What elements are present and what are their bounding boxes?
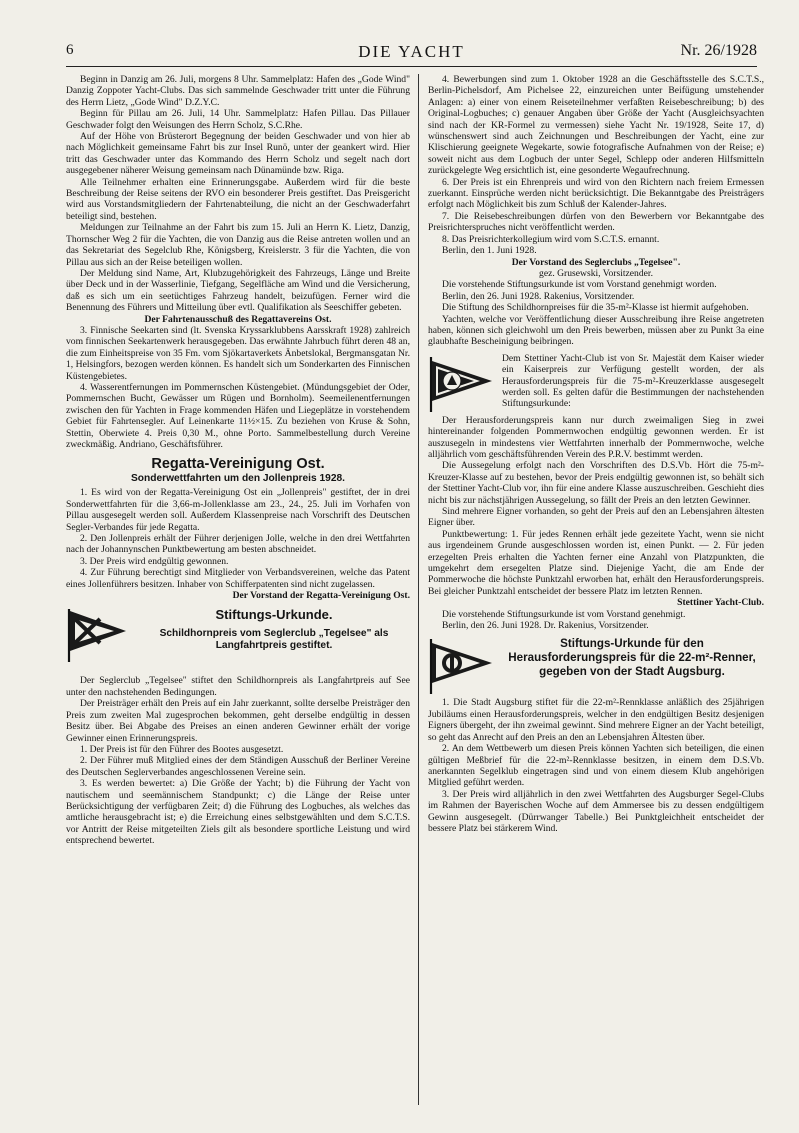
page-number: 6: [66, 42, 74, 58]
journal-title: DIE YACHT: [358, 42, 465, 61]
paragraph: 6. Der Preis ist ein Ehrenpreis und wird von den Richtern nach freiem Ermessen zuerkannt. Einsprüche werden nicht berücksichtigt. Die Bekanntgabe des Preisträgers erfolgt nach Möglichkeit bis zum Schluß der Kalender-Jahres.: [428, 176, 764, 211]
signature: Der Vorstand der Regatta-Vereinigung Ost.: [232, 590, 410, 602]
paragraph: Berlin, den 26. Juni 1928. Dr. Rakenius, Vorsitzender.: [442, 620, 649, 632]
paragraph: Der Seglerclub „Tegelsee" stiftet den Schildhornpreis als Langfahrtpreis auf See unter den nachstehenden Bedingungen.: [66, 675, 410, 698]
paragraph: Die vorstehende Stiftungsurkunde ist vom Vorstand genehmigt.: [442, 608, 686, 620]
paragraph: 3. Der Preis wird endgültig gewonnen.: [80, 555, 229, 567]
stiftungs-heading: [66, 607, 410, 675]
paragraph: Berlin, den 26. Juni 1928. Rakenius, Vorsitzender.: [442, 290, 635, 302]
paragraph: 4. Bewerbungen sind zum 1. Oktober 1928 an die Geschäftsstelle des S.C.T.S., Berlin-Pichelsdorf, Am Pichelsee 22, einzureichen unter Beifügung umstehender Anlagen: a) einer von einem Reiseteilnehmer verfaßten Reisebeschreibung; b) des Original-Logbuches; c) genauer Angaben über Größe der Yacht (Ausgleichsyachten sind nach der KR-Formel zu vermessen) siehe Yacht Nr. 19/1928, Seite 17, d) wünschenswert sind auch Zeichnungen und Beschreibungen der Yacht, eine zur Klischierung geeignete Wegekarte, sowie fotografische Aufnahmen von der Reise; e) soweit nicht aus dem Logbuch der unter Segel, Schlepp oder anderen Hilfsmitteln zurückgelegte Weg ersichtlich ist, eine gesonderte Wegaufrechnung.: [428, 74, 764, 177]
paragraph: 1. Der Preis ist für den Führer des Bootes ausgesetzt.: [80, 743, 284, 755]
column-divider: [418, 74, 419, 1105]
right-column: [428, 74, 764, 1113]
document-title: Stiftungs-Urkunde für den Herausforderungspreis für die 22-m²-Renner, gegeben von der Stadt Augsburg.: [508, 637, 756, 678]
signature: Der Vorstand des Seglerclubs „Tegelsee".: [511, 256, 681, 268]
burgee-crest-icon: [428, 637, 494, 695]
paragraph: Beginn in Danzig am 26. Juli, morgens 8 Uhr. Sammelplatz: Hafen des „Gode Wind" Danzig Zoppoter Yacht-Clubs. Das sich sammelnde Geschwader tritt unter die Führung des Herrn Lietz, „Gode Wind" D.Z.Y.C.: [66, 74, 410, 108]
paragraph: 4. Wasserentfernungen im Pommernschen Küstengebiet. (Mündungsgebiet der Oder, Pommernschen Bucht, Gewässer um Rügen und Bornholm). Seemeilenentfernungen zwischen den für Yachten in Frage kommenden Häfen und Liegeplätze in vorstehendem Gebiet für Fahrtensegler. Auf Leinenkarte 11½×15. Zu beziehen von Kruse & Sohn, Stettin, Oberwiete 4. Preis 0,30 M., ohne Porto. Sammelbestellung durch Vereine zweckmäßig. Andriano, Geschäftsführer.: [66, 381, 410, 450]
paragraph: 7. Die Reisebeschreibungen dürfen von den Bewerbern vor Bekanntgabe des Preisrichterspruches nicht veröffentlicht werden.: [428, 210, 764, 234]
paragraph: Der Herausforderungspreis kann nur durch zweimaligen Sieg in zwei hintereinander folgenden Pommernwochen endgültig gewonnen werden. Er ist auszusegeln in mindestens vier Wettfahrten innerhalb der Pommernwoche, welche alljährlich vom geschäftsführenden Verein des P.R.V. bestimmt werden.: [428, 414, 764, 460]
issue-number: Nr. 26/1928: [680, 42, 757, 59]
paragraph: 1. Es wird von der Regatta-Vereinigung Ost ein „Jollenpreis" gestiftet, der in drei Sonderwettfahrten für die 3,66-m-Jollenklasse am 23., 24., 25. Juli im Vorhafen von Pillau ausgesegelt werden soll. Außerdem Klassenpreise nach Vorschrift des Deutschen Segler-Verbandes für jede Regatta.: [66, 487, 410, 533]
document-subtitle: Schildhornpreis vom Seglerclub „Tegelsee" als Langfahrtpreis gestiftet.: [159, 628, 389, 652]
paragraph: 3. Es werden bewertet: a) Die Größe der Yacht; b) die Führung der Yacht von nautischem und seemännischem Standpunkt; c) die Länge der Reise unter Berücksichtigung der verfügbaren Zeit; d) die Führung des Logbuches, als welches das amtliche herausgebracht ist; e) die Erreichung eines selbstgewählten und dem S.C.T.S. vor Antritt der Reise mitgeteilten Ziels gilt als besondere sportliche Leistung und wird entsprechend bewertet.: [66, 778, 410, 847]
paragraph: 2. Der Führer muß Mitglied eines der dem Ständigen Ausschuß der Berliner Vereine des Deutschen Seglerverbandes angeschlossenen Vereine sein.: [66, 755, 410, 778]
paragraph: Sind mehrere Eigner vorhanden, so geht der Preis auf den an Lebensjahren ältesten Eigner über.: [428, 506, 764, 529]
paragraph: Punktbewertung: 1. Für jedes Rennen erhält jede gezeitete Yacht, wenn sie nicht aus irgendeinem Grunde ausgeschlossen worden ist, einen Punkt. — 2. Für jeden erzegelten Preis erhalten die Yachten ferner eine Anzahl von Platzpunkten, die umgekehrt dem ersegelten Platze sind. Diejenige Yacht, die am Ende der Pommerwoche die höchste Punktzahl erworben hat, erhält den Herausforderungspreis. Bei gleicher Punktzahl entscheidet der bessere Platz im letzten Rennen.: [428, 528, 764, 597]
paragraph: Auf der Höhe von Brüsterort Begegnung der beiden Geschwader und von hier ab nach Möglichkeit gemeinsame Fahrt bis zur Insel Runö, unter der geankert wird. Hier tritt das Geschwader unter das Kommando des Herrn Scholz und segelt nach dort ausgegebener näherer Weisung gemeinsam nach Dünamünde bzw. Riga.: [66, 131, 410, 177]
paragraph: Alle Teilnehmer erhalten eine Erinnerungsgabe. Außerdem wird für die beste Beschreibung der Reise seitens der RVO ein besonderer Preis gestiftet. Das Preisgericht wird aus Vorstandsmitgliedern der Fahrtenabteilung, die nicht an der Geschwaderfahrt beteiligt sind, bestehen.: [66, 176, 410, 222]
header-rule: [66, 66, 757, 67]
paragraph: 2. Den Jollenpreis erhält der Führer derjenigen Jolle, welche in den drei Wettfahrten nach der Johannynschen Punktbewertung am besten abschneidet.: [66, 533, 410, 556]
paragraph: Der Meldung sind Name, Art, Klubzugehörigkeit des Fahrzeugs, Länge und Breite über Deck und in der Wasserlinie, Tiefgang, Segelfläche am Wind und die Versicherung, daß es sich um ein seetüchtiges Fahrzeug handelt, beizufügen. Ferner wird die Benennung des Führers und Mitteilung über evtl. Qualifikation als Seeschiffer gebeten.: [66, 267, 410, 314]
document-title: Stiftungs-Urkunde.: [215, 607, 333, 623]
signature-name: gez. Grusewski, Vorsitzender.: [539, 267, 653, 279]
section-subtitle: Sonderwettfahrten um den Jollenpreis 1928.: [131, 473, 345, 485]
paragraph: Berlin, den 1. Juni 1928.: [442, 245, 537, 257]
paragraph: 3. Der Preis wird alljährlich in den zwei Wettfahrten des Augsburger Segel-Clubs im Rahmen der Bayerischen Woche auf dem Ammersee bis zu dessen endgültigem Gewinn ausgesegelt. (Dürrwanger Tabelle.) Bei Punktgleichheit entscheidet der bessere Platz bei stärkerem Wind.: [428, 788, 764, 834]
paragraph: Die Aussegelung erfolgt nach den Vorschriften des D.S.Vb. Hört die 75-m²-Kreuzer-Klasse auf zu bestehen, bevor der Preis endgültig gewonnen ist, so behält sich der Stettiner Yacht-Club vor, ihn für eine andere Klasse auszuschreiben. Geschieht dies nicht bis zur nächstjährigen Aussegelung, so fällt der Preis an den letzten Gewinner.: [428, 460, 764, 506]
burgee-emblem-icon: [428, 355, 494, 413]
paragraph: 4. Zur Führung berechtigt sind Mitglieder von Verbandsvereinen, welche das Patent eines Jollenführers besitzen. Inhaber von Schifferpatenten sind nicht zugelassen.: [66, 567, 410, 590]
stettin-block: [428, 353, 764, 415]
paragraph: 8. Das Preisrichterkollegium wird vom S.C.T.S. ernannt.: [442, 233, 660, 245]
signature: Der Fahrtenausschuß des Regattavereins Ost.: [144, 313, 332, 325]
section-title: Regatta-Vereinigung Ost.: [151, 456, 325, 473]
paragraph: 2. An dem Wettbewerb um diesen Preis können Yachten sich beteiligen, die einen gültigen Meßbrief für die 22-m²-Rennklasse besitzen, in einem dem D.S.Vb. anerkannten Segelklub eingetragen sind und von einem diesem Klub angehörigen Mitglied geführt werden.: [428, 743, 764, 789]
paragraph: Der Preisträger erhält den Preis auf ein Jahr zuerkannt, sollte derselbe Preisträger den Preis zum zweiten Mal zugesprochen bekommen, geht derselbe endgültig in dessen Besitz über. Bei Abgabe des Preises an einen anderen Gewinner erhält der vorige Gewinner einen Erinnerungspreis.: [66, 698, 410, 744]
signature: Stettiner Yacht-Club.: [677, 597, 764, 609]
paragraph: Die vorstehende Stiftungsurkunde ist vom Vorstand genehmigt worden.: [442, 279, 717, 291]
paragraph: Meldungen zur Teilnahme an der Fahrt bis zum 15. Juli an Herrn K. Lietz, Danzig, Thornscher Weg 2 für die Yachten, die von Danzig aus die Reise antreten wollen und an das Sekretariat des Segelclub Rhe, Königsberg, Kreislerstr. 3 für die Yachten, die von Pillau aus sich an der Reise beteiligen wollen.: [66, 222, 410, 268]
paragraph: Beginn für Pillau am 26. Juli, 14 Uhr. Sammelplatz: Hafen Pillau. Das Pillauer Geschwader folgt den Weisungen des Herrn Scholz, S.C.Rhe.: [66, 108, 410, 131]
paragraph: 1. Die Stadt Augsburg stiftet für die 22-m²-Rennklasse anläßlich des 25jährigen Jubiläums einen Herausforderungspreis, welcher in den endgültigen Besitz desjenigen Eigners übergeht, der ihn zweimal gewinnt. Sind mehrere Eigner an der Yacht beteiligt, so geht das Anrecht auf den Preis an den an Lebensjahren Ältesten über.: [428, 697, 764, 743]
running-head: [66, 42, 757, 62]
augsburg-heading: [428, 637, 764, 697]
paragraph: 3. Finnische Seekarten sind (lt. Svenska Kryssarklubbens Aarsskraft 1928) zahlreich vom finnischen Seekartenwerk herausgegeben. Das erwähnte Jahrbuch führt deren 48 an, die zum Einheitspreise von 35 Fm. vom Sjökartaverkets Änbetslokal, Bergmansgatan Nr. 1, Helsingfors, bezogen werden können. Es handelt sich um Sonderkarten des Finnischen Küstengebietes.: [66, 324, 410, 382]
paragraph: Yachten, welche vor Veröffentlichung dieser Ausschreibung ihre Reise angetreten haben, können sich gleichwohl um den Preis bewerben, müssen aber zu Punkt 3a eine glaubhafte Bescheinigung beibringen.: [428, 313, 764, 348]
left-column: [66, 74, 410, 1113]
paragraph: Die Stiftung des Schildhornpreises für die 35-m²-Klasse ist hiermit aufgehoben.: [442, 302, 749, 314]
paragraph: Dem Stettiner Yacht-Club ist von Sr. Majestät dem Kaiser wieder ein Kaiserpreis zur Verfügung gestellt worden, der als Herausforderungspreis für die 75-m²-Kreuzerklasse ausgesegelt werden soll. Es gelten dafür die Bestimmungen der nachstehenden Stiftungsurkunde:: [502, 352, 764, 410]
burgee-saltire-icon: [66, 607, 128, 663]
